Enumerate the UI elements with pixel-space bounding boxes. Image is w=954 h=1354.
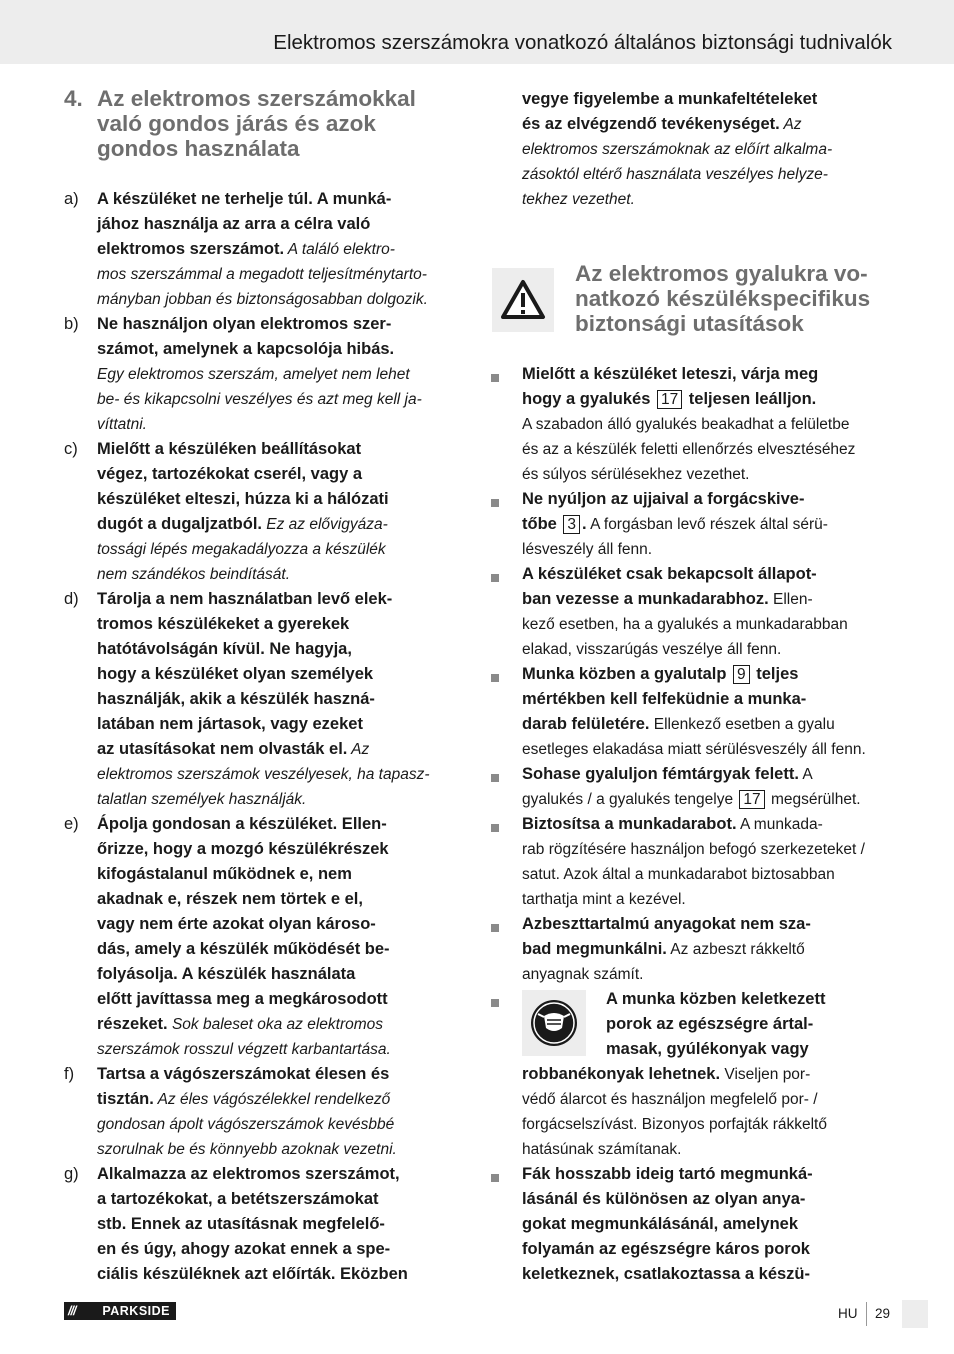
text-line bbox=[97, 362, 422, 387]
text-line bbox=[97, 687, 430, 712]
text-line bbox=[522, 187, 832, 212]
text-line bbox=[97, 387, 422, 412]
bullet-square-icon bbox=[491, 824, 499, 832]
bold-text: Tartsa a vágószerszámokat élesen és bbox=[97, 1065, 390, 1083]
text-line bbox=[522, 1087, 827, 1112]
text-line bbox=[97, 1262, 408, 1287]
bullet-square-icon bbox=[491, 774, 499, 782]
text-line bbox=[97, 1012, 391, 1037]
italic-text: Az bbox=[779, 116, 802, 133]
bold-text: Fák hosszabb ideig tartó megmunká- bbox=[522, 1165, 813, 1183]
text-line bbox=[97, 312, 422, 337]
bold-text: A munka közben keletkezett bbox=[606, 990, 826, 1008]
bold-text: használják, akik a készülék haszná- bbox=[97, 690, 375, 708]
part-number-box: 3 bbox=[563, 515, 580, 534]
italic-text: mos szerszámmal a megadott teljesítménytarto- bbox=[97, 266, 427, 283]
text-line bbox=[97, 537, 389, 562]
text-line bbox=[522, 1137, 827, 1162]
italic-text: tossági lépés megakadályozza a készülék bbox=[97, 541, 386, 558]
text-line bbox=[522, 512, 828, 537]
text-line bbox=[522, 862, 865, 887]
part-number-box: 17 bbox=[739, 790, 764, 809]
bold-text: hogy a készüléket olyan személyek bbox=[97, 665, 374, 683]
part-number-box: 17 bbox=[657, 390, 682, 409]
bold-text: Biztosítsa a munkadarabot. bbox=[522, 815, 737, 833]
bold-text: Ne használjon olyan elektromos szer- bbox=[97, 315, 392, 333]
normal-text: A munkada- bbox=[736, 816, 823, 833]
item-label: e) bbox=[64, 815, 79, 833]
text-line bbox=[522, 887, 865, 912]
bold-text: Alkalmazza az elektromos szerszámot, bbox=[97, 1165, 400, 1183]
bold-text: vagy nem érte azokat olyan károso- bbox=[97, 915, 376, 933]
italic-text: Sok baleset oka az elektromos bbox=[167, 1016, 384, 1033]
text-line bbox=[97, 637, 430, 662]
brand-logo bbox=[64, 1302, 176, 1320]
dust-mask-icon bbox=[522, 990, 586, 1056]
bullet-text bbox=[522, 812, 865, 912]
bullet-text bbox=[522, 912, 811, 987]
item-label: c) bbox=[64, 440, 78, 458]
text-line bbox=[97, 812, 391, 837]
page-header-title: Elektromos szerszámokra vonatkozó általános biztonsági tudnivalók bbox=[273, 31, 892, 54]
section-title-line: való gondos járás és azok bbox=[97, 111, 376, 136]
text-line bbox=[522, 637, 848, 662]
text-line bbox=[97, 787, 430, 812]
italic-text: talatlan személyek használják. bbox=[97, 791, 307, 808]
text-line bbox=[522, 662, 866, 687]
bold-text: Tárolja a nem használatban levő elek- bbox=[97, 590, 393, 608]
bullet-square-icon bbox=[491, 999, 499, 1007]
text-line bbox=[522, 387, 855, 412]
item-text bbox=[97, 187, 428, 312]
item-text bbox=[97, 587, 430, 812]
italic-text: elektromos szerszámok veszélyesek, ha tapasz- bbox=[97, 766, 430, 783]
text-line bbox=[522, 162, 832, 187]
item-label: b) bbox=[64, 315, 79, 333]
warning-box bbox=[492, 268, 554, 332]
text-line bbox=[97, 512, 389, 537]
text-line bbox=[522, 937, 811, 962]
normal-text: satut. Azok által a munkadarabot biztosabban bbox=[522, 866, 835, 883]
text-line bbox=[97, 1137, 397, 1162]
text-line bbox=[522, 687, 866, 712]
italic-text: A találó elektro- bbox=[284, 241, 395, 258]
italic-text: tekhez vezethet. bbox=[522, 191, 635, 208]
bold-text: tisztán. bbox=[97, 1090, 154, 1108]
normal-text: forgácselszívást. Bizonyos porfajták rákkeltő bbox=[522, 1116, 827, 1133]
text-line bbox=[97, 187, 428, 212]
warning-triangle-icon bbox=[492, 268, 554, 332]
text-line bbox=[97, 487, 389, 512]
bold-text: az utasításokat nem olvasták el. bbox=[97, 740, 348, 758]
item-text bbox=[97, 1162, 408, 1287]
text-line bbox=[97, 912, 391, 937]
bold-text: darab felületére. bbox=[522, 715, 650, 733]
bold-text: teljes bbox=[751, 665, 799, 683]
text-line bbox=[97, 1037, 391, 1062]
normal-text: A bbox=[798, 766, 813, 783]
normal-text: és az a készülék feletti ellenőrzés elvesztéséhez bbox=[522, 441, 856, 458]
item-text bbox=[97, 812, 391, 1062]
bold-text: stb. Ennek az utasításnak megfelelő- bbox=[97, 1215, 385, 1233]
normal-text: Az azbeszt rákkeltő bbox=[666, 941, 805, 958]
bullet-square-icon bbox=[491, 1174, 499, 1182]
text-line bbox=[97, 262, 428, 287]
bold-text: Munka közben a gyalutalp bbox=[522, 665, 732, 683]
text-line bbox=[522, 487, 828, 512]
bold-text: folyásolja. A készülék használata bbox=[97, 965, 356, 983]
bold-text: A készüléket ne terhelje túl. A munká- bbox=[97, 190, 392, 208]
normal-text: lésveszély áll fenn. bbox=[522, 541, 653, 558]
text-line bbox=[522, 762, 861, 787]
bold-text: végez, tartozékokat cserél, vagy a bbox=[97, 465, 363, 483]
normal-text: A forgásban levő részek által sérü- bbox=[586, 516, 828, 533]
section-title-line: Az elektromos szerszámokkal bbox=[97, 86, 416, 111]
planer-title-line: Az elektromos gyalukra vo- bbox=[575, 261, 868, 286]
item-label: f) bbox=[64, 1065, 75, 1083]
right-column-continuation bbox=[522, 87, 832, 212]
bold-text: lásánál és különösen az olyan anya- bbox=[522, 1190, 806, 1208]
text-line bbox=[97, 737, 430, 762]
bold-text: gokat megmunkálásánál, amelynek bbox=[522, 1215, 799, 1233]
text-line bbox=[97, 1212, 408, 1237]
logo-stripes-icon: /// bbox=[68, 1304, 76, 1318]
bullet-text bbox=[522, 762, 861, 812]
bold-text: Ne nyúljon az ujjaival a forgácskive- bbox=[522, 490, 805, 508]
italic-text: szorulnak be és könnyebb azoknak vezetni. bbox=[97, 1141, 397, 1158]
normal-text: Ellenkező esetben a gyalu bbox=[649, 716, 835, 733]
italic-text: zásoktól eltérő használata veszélyes helyze- bbox=[522, 166, 828, 183]
item-label: d) bbox=[64, 590, 79, 608]
text-line bbox=[522, 1187, 813, 1212]
planer-title-line: natkozó készülékspecifikus bbox=[575, 286, 871, 311]
normal-text: A szabadon álló gyalukés beakadhat a felületbe bbox=[522, 416, 850, 433]
italic-text: be- és kikapcsolni veszélyes és azt meg kell ja- bbox=[97, 391, 422, 408]
bold-text: elektromos szerszámot. bbox=[97, 240, 285, 258]
bold-text: Sohase gyaluljon fémtárgyak felett. bbox=[522, 765, 799, 783]
text-line bbox=[522, 1262, 813, 1287]
normal-text: kező esetben, ha a gyalukés a munkadarabban bbox=[522, 616, 848, 633]
text-line bbox=[97, 712, 430, 737]
bullet-square-icon bbox=[491, 499, 499, 507]
italic-text: szerszámok rosszul végzett karbantartása. bbox=[97, 1041, 391, 1058]
normal-text: védő álarcot és használjon megfelelő por- / bbox=[522, 1091, 818, 1108]
italic-text: nem szándékos beindítását. bbox=[97, 566, 291, 583]
normal-text: esetleges elakadása miatt sérülésveszély áll fenn. bbox=[522, 741, 866, 758]
text-line bbox=[97, 662, 430, 687]
footer-corner-box bbox=[902, 1300, 928, 1328]
normal-text: megsérülhet. bbox=[766, 791, 861, 808]
bold-text: hogy a gyalukés bbox=[522, 390, 655, 408]
italic-text: gondosan ápolt vágószerszámok kevésbbé bbox=[97, 1116, 395, 1133]
bold-text: tőbe bbox=[522, 515, 562, 533]
bold-text: en és úgy, ahogy azokat ennek a spe- bbox=[97, 1240, 391, 1258]
bold-text: . bbox=[582, 515, 587, 533]
text-line bbox=[522, 362, 855, 387]
normal-text: rab rögzítésére használjon befogó szerkezeteket / bbox=[522, 841, 865, 858]
text-line bbox=[522, 537, 828, 562]
italic-text: Az éles vágószélekkel rendelkező bbox=[153, 1091, 391, 1108]
text-line bbox=[522, 787, 861, 812]
bold-text: dás, amely a készülék működését be- bbox=[97, 940, 390, 958]
bold-text: masak, gyúlékonyak vagy bbox=[606, 1040, 809, 1058]
bold-text: A készüléket csak bekapcsolt állapot- bbox=[522, 565, 817, 583]
text-line bbox=[97, 612, 430, 637]
text-line bbox=[97, 987, 391, 1012]
section-title bbox=[97, 86, 416, 161]
bold-text: részeket. bbox=[97, 1015, 168, 1033]
bold-text: mértékben kell felfeküdnie a munka- bbox=[522, 690, 807, 708]
bullet-square-icon bbox=[491, 574, 499, 582]
italic-text: Egy elektromos szerszám, amelyet nem lehet bbox=[97, 366, 410, 383]
text-line bbox=[522, 87, 832, 112]
bold-text: bad megmunkálni. bbox=[522, 940, 667, 958]
bold-text: porok az egészségre ártal- bbox=[606, 1015, 814, 1033]
planer-section-title bbox=[575, 261, 870, 336]
normal-text: anyagnak számít. bbox=[522, 966, 644, 983]
text-line bbox=[97, 1062, 397, 1087]
text-line bbox=[97, 412, 422, 437]
text-line bbox=[522, 1112, 827, 1137]
bold-text: számot, amelynek a kapcsolója hibás. bbox=[97, 340, 395, 358]
text-line bbox=[97, 462, 389, 487]
bold-text: akadnak e, részek nem törtek e el, bbox=[97, 890, 363, 908]
text-line bbox=[97, 287, 428, 312]
text-line bbox=[522, 612, 848, 637]
bold-text: Ápolja gondosan a készüléket. Ellen- bbox=[97, 815, 387, 833]
bold-text: Mielőtt a készüléken beállításokat bbox=[97, 440, 362, 458]
part-number-box: 9 bbox=[733, 665, 750, 684]
italic-text: mányban jobban és biztonságosabban dolgozik. bbox=[97, 291, 428, 308]
page-header bbox=[0, 0, 954, 64]
normal-text: Viseljen por- bbox=[720, 1066, 811, 1083]
bold-text: a tartozékokat, a betétszerszámokat bbox=[97, 1190, 379, 1208]
bold-text: őrizze, hogy a mozgó készülékrészek bbox=[97, 840, 389, 858]
normal-text: és súlyos sérülésekhez vezethet. bbox=[522, 466, 750, 483]
text-line bbox=[522, 137, 832, 162]
page-number: 29 bbox=[875, 1306, 891, 1321]
text-line bbox=[97, 837, 391, 862]
bold-text: tromos készülékeket a gyerekek bbox=[97, 615, 350, 633]
text-line bbox=[97, 962, 391, 987]
bullet-square-icon bbox=[491, 374, 499, 382]
text-line bbox=[97, 562, 389, 587]
normal-text: tarthatja mint a kezével. bbox=[522, 891, 686, 908]
bullet-text bbox=[522, 1162, 813, 1287]
bold-text: előtt javíttassa meg a megkárosodott bbox=[97, 990, 388, 1008]
planer-title-line: biztonsági utasítások bbox=[575, 311, 804, 336]
bold-text: keletkeznek, csatlakoztassa a készü- bbox=[522, 1265, 811, 1283]
italic-text: víttatni. bbox=[97, 416, 147, 433]
text-line bbox=[97, 337, 422, 362]
text-line bbox=[522, 112, 832, 137]
bullet-square-icon bbox=[491, 924, 499, 932]
normal-text: hatásúnak számítanak. bbox=[522, 1141, 682, 1158]
normal-text: gyalukés / a gyalukés tengelye bbox=[522, 791, 738, 808]
bold-text: és az elvégzendő tevékenységet. bbox=[522, 115, 780, 133]
item-label: a) bbox=[64, 190, 79, 208]
text-line bbox=[97, 1162, 408, 1187]
item-text bbox=[97, 312, 422, 437]
bullet-text bbox=[522, 487, 828, 562]
text-line bbox=[522, 412, 855, 437]
bold-text: ciális készüléknek azt előírták. Eközben bbox=[97, 1265, 408, 1283]
text-line bbox=[97, 887, 391, 912]
text-line bbox=[522, 1062, 827, 1087]
bold-text: jához használja az arra a célra való bbox=[97, 215, 371, 233]
text-line bbox=[97, 237, 428, 262]
italic-text: elektromos szerszámoknak az előírt alkalma- bbox=[522, 141, 833, 158]
normal-text: Ellen- bbox=[768, 591, 813, 608]
text-line bbox=[97, 1087, 397, 1112]
bold-text: hatótávolságán kívül. Ne hagyja, bbox=[97, 640, 352, 658]
bold-text: Azbeszttartalmú anyagokat nem sza- bbox=[522, 915, 811, 933]
text-line bbox=[97, 1187, 408, 1212]
section-number: 4. bbox=[64, 86, 83, 111]
text-line bbox=[522, 562, 848, 587]
text-line bbox=[97, 1237, 408, 1262]
text-line bbox=[97, 1112, 397, 1137]
text-line bbox=[97, 762, 430, 787]
text-line bbox=[522, 712, 866, 737]
bold-text: folyamán az egészségre káros porok bbox=[522, 1240, 810, 1258]
bold-text: kifogástalanul működnek e, nem bbox=[97, 865, 352, 883]
text-line bbox=[522, 737, 866, 762]
text-line bbox=[522, 462, 855, 487]
item-label: g) bbox=[64, 1165, 79, 1183]
text-line bbox=[522, 437, 855, 462]
text-line bbox=[522, 962, 811, 987]
bold-text: Mielőtt a készüléket leteszi, várja meg bbox=[522, 365, 819, 383]
section-title-line: gondos használata bbox=[97, 136, 300, 161]
text-line bbox=[522, 1237, 813, 1262]
text-line bbox=[97, 437, 389, 462]
bold-text: teljesen leálljon. bbox=[684, 390, 817, 408]
bold-text: készüléket elteszi, húzza ki a hálózati bbox=[97, 490, 389, 508]
text-line bbox=[97, 212, 428, 237]
mask-box bbox=[522, 990, 586, 1056]
bold-text: ban vezesse a munkadarabhoz. bbox=[522, 590, 769, 608]
bullet-text bbox=[522, 362, 855, 487]
brand-name: PARKSIDE bbox=[102, 1304, 170, 1318]
italic-text: Ez az elővigyáza- bbox=[261, 516, 388, 533]
text-line bbox=[522, 912, 811, 937]
bullet-text bbox=[522, 662, 866, 762]
text-line bbox=[97, 862, 391, 887]
item-text bbox=[97, 437, 389, 587]
text-line bbox=[97, 937, 391, 962]
item-text bbox=[97, 1062, 397, 1162]
bold-text: dugót a dugaljzatból. bbox=[97, 515, 262, 533]
text-line bbox=[522, 837, 865, 862]
bullet-square-icon bbox=[491, 674, 499, 682]
bold-text: vegye figyelembe a munkafeltételeket bbox=[522, 90, 818, 108]
text-line bbox=[522, 1212, 813, 1237]
bold-text: latában nem jártasok, vagy ezeket bbox=[97, 715, 363, 733]
text-line bbox=[522, 587, 848, 612]
bullet-text bbox=[522, 562, 848, 662]
footer-divider bbox=[866, 1302, 867, 1326]
text-line bbox=[522, 812, 865, 837]
italic-text: Az bbox=[347, 741, 370, 758]
text-line bbox=[522, 1162, 813, 1187]
language-code: HU bbox=[838, 1306, 858, 1321]
text-line bbox=[97, 587, 430, 612]
normal-text: elakad, visszarúgás veszélye áll fenn. bbox=[522, 641, 782, 658]
bold-text: robbanékonyak lehetnek. bbox=[522, 1065, 721, 1083]
